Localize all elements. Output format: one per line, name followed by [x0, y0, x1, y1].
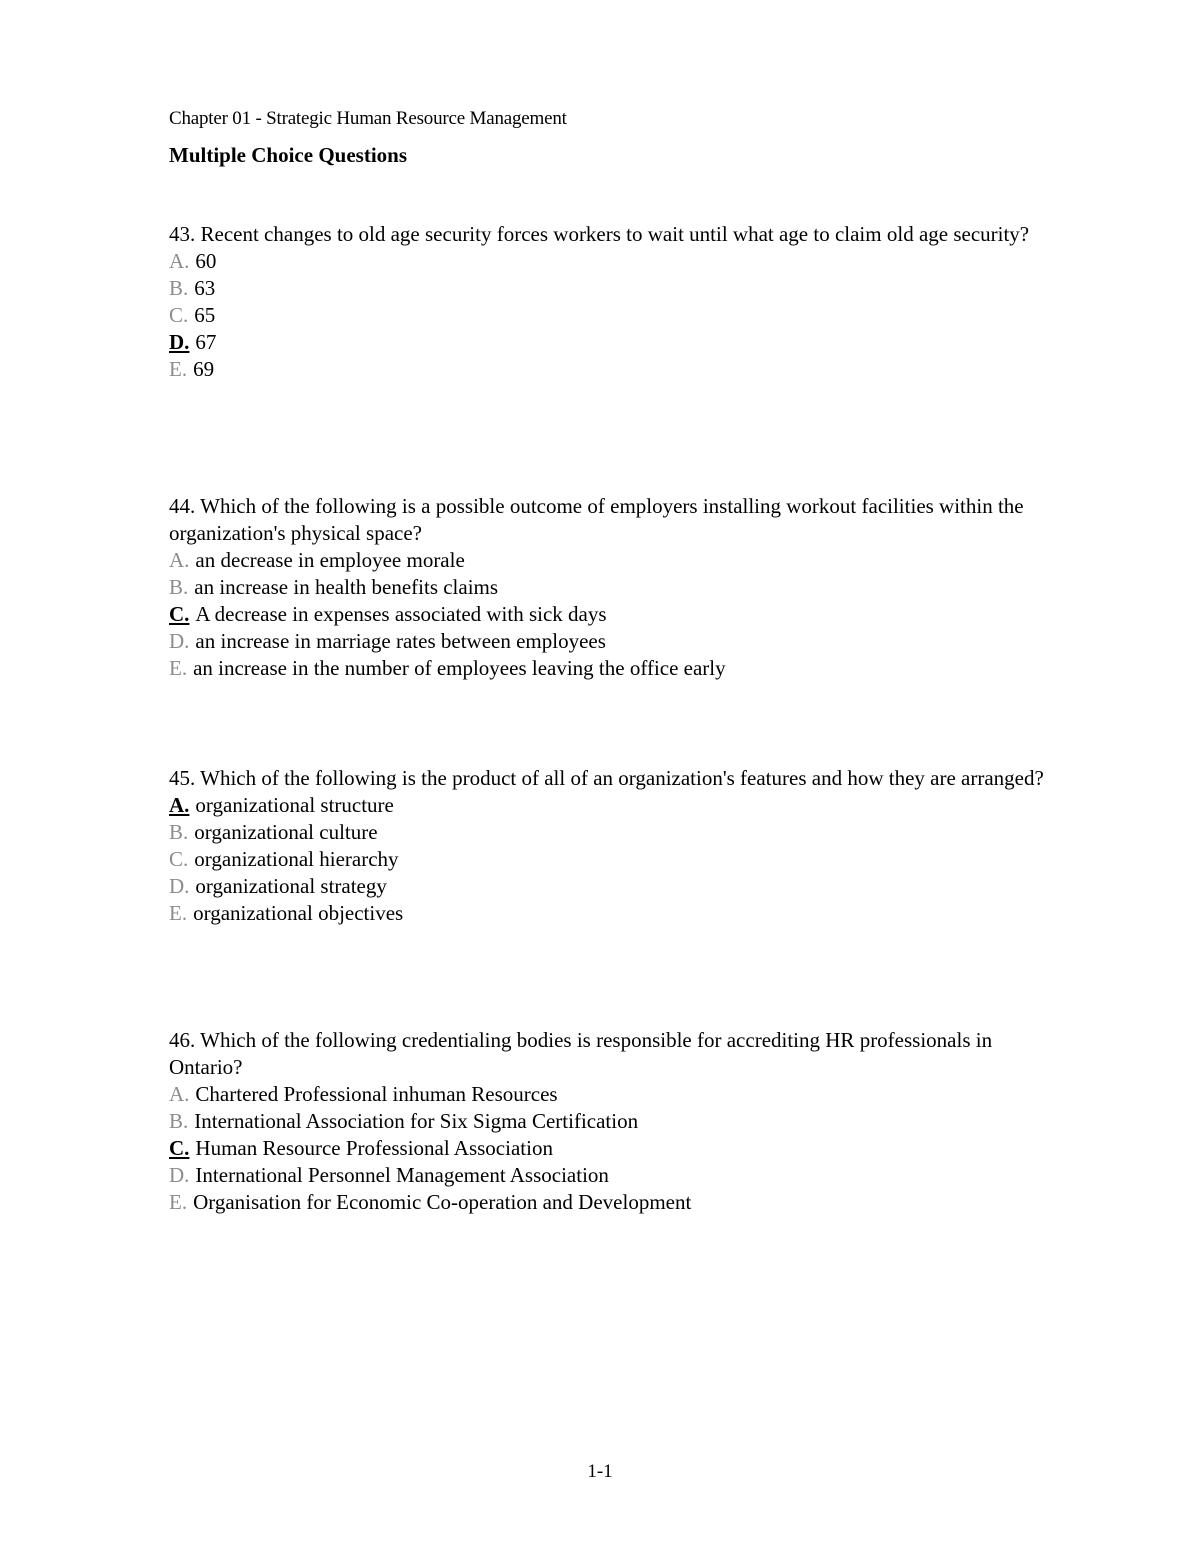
option-letter: C. — [169, 847, 189, 871]
option-e — [169, 1189, 1069, 1216]
option-letter: D. — [169, 1163, 190, 1187]
option-text: A decrease in expenses associated with sick days — [195, 602, 607, 626]
option-text: 63 — [194, 276, 216, 300]
option-d — [169, 628, 1069, 655]
question-text: 43. Recent changes to old age security forces workers to wait until what age to claim old age security? — [169, 222, 1030, 246]
option-d — [169, 1162, 1069, 1189]
option-text: 69 — [193, 357, 215, 381]
correct-option-letter: C. — [169, 1136, 190, 1160]
option-text: Organisation for Economic Co-operation and Development — [193, 1190, 692, 1214]
option-b — [169, 574, 1069, 601]
option-e — [169, 900, 1069, 927]
option-letter: B. — [169, 820, 189, 844]
options-list — [169, 1081, 1069, 1216]
section-heading: Multiple Choice Questions — [169, 143, 408, 167]
option-d — [169, 329, 1069, 356]
question-46 — [169, 1027, 1069, 1216]
option-text: an increase in marriage rates between employees — [195, 629, 606, 653]
option-text: International Personnel Management Association — [195, 1163, 609, 1187]
options-list — [169, 792, 1069, 927]
option-b — [169, 275, 1069, 302]
options-list — [169, 248, 1069, 383]
option-text: 67 — [195, 330, 217, 354]
option-letter: A. — [169, 1082, 190, 1106]
option-c — [169, 846, 1069, 873]
option-text: organizational hierarchy — [194, 847, 399, 871]
option-a — [169, 248, 1069, 275]
option-letter: A. — [169, 249, 190, 273]
question-text: 46. Which of the following credentialing bodies is responsible for accrediting HR professionals in Ontario? — [169, 1028, 993, 1079]
option-a — [169, 1081, 1069, 1108]
option-letter: D. — [169, 874, 190, 898]
option-text: an decrease in employee morale — [195, 548, 465, 572]
question-43 — [169, 221, 1069, 383]
option-e — [169, 356, 1069, 383]
option-c — [169, 1135, 1069, 1162]
option-text: 65 — [194, 303, 216, 327]
correct-option-letter: A. — [169, 793, 190, 817]
option-letter: E. — [169, 901, 188, 925]
option-text: organizational structure — [195, 793, 394, 817]
correct-option-letter: C. — [169, 602, 190, 626]
question-text: 45. Which of the following is the product of all of an organization's features and how they are arranged? — [169, 766, 1044, 790]
option-a — [169, 547, 1069, 574]
option-text: organizational objectives — [193, 901, 404, 925]
option-b — [169, 819, 1069, 846]
option-letter: B. — [169, 276, 189, 300]
option-letter: B. — [169, 575, 189, 599]
option-text: International Association for Six Sigma Certification — [194, 1109, 639, 1133]
option-c — [169, 601, 1069, 628]
option-text: Chartered Professional inhuman Resources — [195, 1082, 558, 1106]
option-c — [169, 302, 1069, 329]
option-text: an increase in the number of employees leaving the office early — [193, 656, 726, 680]
option-letter: B. — [169, 1109, 189, 1133]
option-letter: E. — [169, 656, 188, 680]
page-number: 1-1 — [587, 1461, 613, 1482]
option-text: 60 — [195, 249, 217, 273]
option-letter: A. — [169, 548, 190, 572]
option-letter: E. — [169, 357, 188, 381]
question-44 — [169, 493, 1069, 682]
option-letter: E. — [169, 1190, 188, 1214]
option-text: Human Resource Professional Association — [195, 1136, 553, 1160]
option-b — [169, 1108, 1069, 1135]
question-45 — [169, 765, 1069, 927]
question-text: 44. Which of the following is a possible outcome of employers installing workout facilities within the organization's physical space? — [169, 494, 1024, 545]
option-d — [169, 873, 1069, 900]
chapter-title: Chapter 01 - Strategic Human Resource Management — [169, 108, 567, 129]
option-text: organizational strategy — [195, 874, 387, 898]
correct-option-letter: D. — [169, 330, 190, 354]
options-list — [169, 547, 1069, 682]
option-letter: D. — [169, 629, 190, 653]
option-a — [169, 792, 1069, 819]
option-e — [169, 655, 1069, 682]
option-text: organizational culture — [194, 820, 378, 844]
option-letter: C. — [169, 303, 189, 327]
option-text: an increase in health benefits claims — [194, 575, 499, 599]
